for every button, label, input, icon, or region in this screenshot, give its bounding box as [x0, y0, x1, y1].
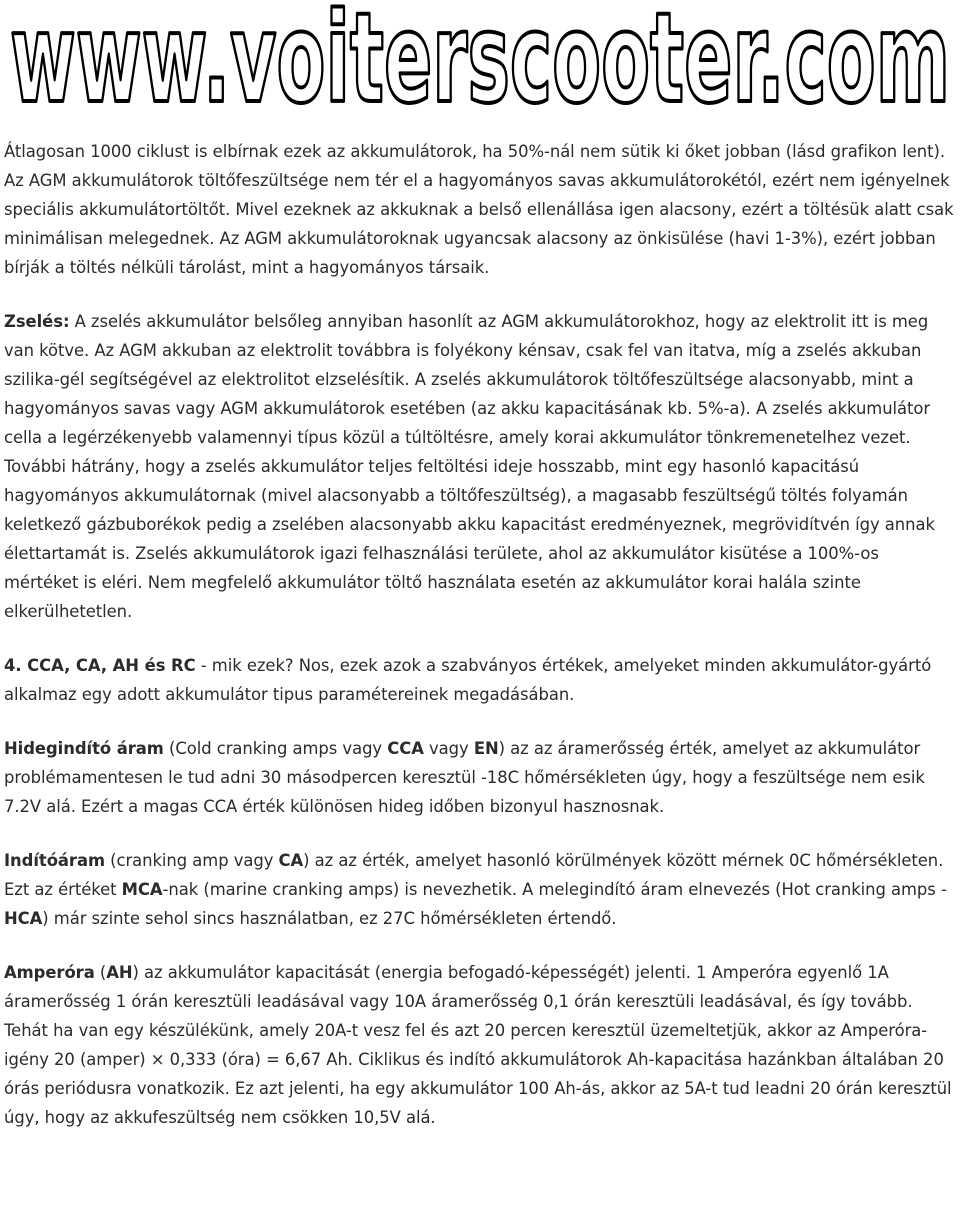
en-abbrev: EN — [473, 739, 499, 758]
article-body — [4, 137, 956, 1157]
paragraph-ca — [4, 846, 956, 933]
section-4-heading: 4. CCA, CA, AH és RC — [4, 656, 196, 675]
gel-label: Zselés: — [4, 312, 70, 331]
cca-text-3: ) az az áramerősség érték, amelyet az akkumulátor problémamentesen le tud adni 30 másodpercen keresztül -18C hőmérsékleten úgy, hogy a feszültsége nem esik 7.2V alá. Ezért a magas CCA érték különösen hideg időben bizonyul hasznosnak. — [4, 739, 925, 816]
mca-abbrev: MCA — [121, 880, 163, 899]
ca-text-3: -nak (marine cranking amps) is nevezhetik. A melegindító áram elnevezés (Hot cranking amps - — [162, 880, 947, 899]
paragraph-agm — [4, 137, 956, 282]
watermark-logo — [0, 0, 960, 118]
gel-text: A zselés akkumulátor belsőleg annyiban hasonlít az AGM akkumulátorokhoz, hogy az elektrolit itt is meg van kötve. Az AGM akkuban az elektrolit továbbra is folyékony kénsav, csak fel van itatva, míg a zselés akkuban szilika-gél segítségével az elektrolitot elzselésítik. A zselés akkumulátorok töltőfeszültsége alacsonyabb, mint a hagyományos savas vagy AGM akkumulátorok esetében (az akku kapacitásának kb. 5%-a). A zselés akkumulátor cella a legérzékenyebb valamennyi típus közül a túltöltésre, amely korai akkumulátor tönkremenetelhez vezet. További hátrány, hogy a zselés akkumulátor teljes feltöltési ideje hosszabb, mint egy hasonló kapacitású hagyományos akkumulátornak (mivel alacsonyabb a töltőfeszültség), a magasabb feszültségű töltés folyamán keletkező gázbuborékok pedig a zselében alacsonyabb akku kapacitást eredményeznek, megrövidítvén így annak élettartamát is. Zselés akkumulátorok igazi felhasználási területe, ahol az akkumulátor kisütése a 100%-os mértéket is eléri. Nem megfelelő akkumulátor töltő használata esetén az akkumulátor korai halála szinte elkerülhetetlen. — [4, 312, 935, 621]
ca-term: Indítóáram — [4, 851, 105, 870]
cca-term: Hidegindító áram — [4, 739, 164, 758]
ah-abbrev: AH — [106, 963, 133, 982]
paragraph-gel — [4, 307, 956, 626]
ah-term: Amperóra — [4, 963, 95, 982]
paragraph-section-4 — [4, 651, 956, 709]
cca-text-2: vagy — [423, 739, 474, 758]
ca-text-2: ) az az érték, amelyet hasonló körülmények között mérnek 0C hőmérsékleten. Ezt az értéket — [4, 851, 944, 899]
ca-abbrev: CA — [278, 851, 304, 870]
site-watermark — [0, 0, 960, 118]
ah-text-1: ( — [94, 963, 107, 982]
ca-text-4: ) már szinte sehol sincs használatban, ez 27C hőmérsékleten értendő. — [42, 909, 617, 928]
section-4-text: - mik ezek? Nos, ezek azok a szabványos értékek, amelyeket minden akkumulátor-gyártó alkalmaz egy adott akkumulátor tipus paramétereinek megadásában. — [4, 656, 932, 704]
ca-text-1: (cranking amp vagy — [105, 851, 279, 870]
paragraph-cca — [4, 734, 956, 821]
paragraph-ah — [4, 958, 956, 1132]
watermark-text: www.voiterscooter.com — [10, 0, 950, 118]
cca-text-1: (Cold cranking amps vagy — [163, 739, 388, 758]
ah-text-2: ) az akkumulátor kapacitását (energia befogadó-képességét) jelenti. 1 Amperóra egyenlő 1A áramerősség 1 órán keresztüli leadásával vagy 10A áramerősség 0,1 órán keresztüli leadásával, és így tovább. Tehát ha van egy készülékünk, amely 20A-t vesz fel és azt 20 percen keresztül üzemeltetjük, akkor az Amperóra-igény 20 (amper) × 0,333 (óra) = 6,67 Ah. Ciklikus és indító akkumulátorok Ah-kapacitása hazánkban általában 20 órás periódusra vonatkozik. Ez azt jelenti, ha egy akkumulátor 100 Ah-ás, akkor az 5A-t tud leadni 20 órán keresztül úgy, hogy az akkufeszültség nem csökken 10,5V alá. — [4, 963, 952, 1127]
cca-abbrev: CCA — [387, 739, 424, 758]
hca-abbrev: HCA — [4, 909, 43, 928]
agm-text: Átlagosan 1000 ciklust is elbírnak ezek az akkumulátorok, ha 50%-nál nem sütik ki őket jobban (lásd grafikon lent). Az AGM akkumulátorok töltőfeszültsége nem tér el a hagyományos savas akkumulátorokétól, ezért nem igényelnek speciális akkumulátortöltőt. Mivel ezeknek az akkuknak a belső ellenállása igen alacsony, ezért a töltésük alatt csak minimálisan melegednek. Az AGM akkumulátoroknak ugyancsak alacsony az önkisülése (havi 1-3%), ezért jobban bírják a töltés nélküli tárolást, mint a hagyományos társaik. — [4, 142, 954, 277]
